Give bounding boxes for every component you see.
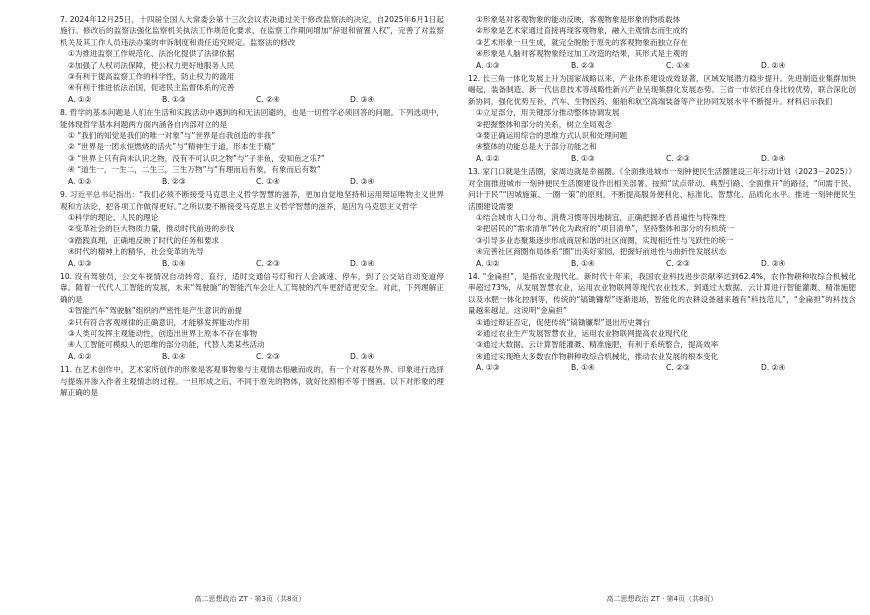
statement-option: ④人工智能可模拟人的思维的部分功能，代替人类某些活动 <box>68 340 265 350</box>
statement-option: ①立足部分，用关键部分推动整体协调发展 <box>476 108 620 118</box>
answer-choice: C. ②③ <box>256 258 280 268</box>
statement-option: ①结合城市人口分布、消费习惯等因地制宜，正确把握矛盾普遍性与特殊性 <box>476 212 726 222</box>
answer-choice: B. ①④ <box>571 258 595 268</box>
answer-choice: B. ①③ <box>571 153 595 163</box>
answer-choice: D. ③④ <box>761 153 786 163</box>
statement-option: ② “世界是一团永恒燃烧的活火”与“精神生于道，形本生于精” <box>68 142 276 152</box>
answer-choices <box>60 176 444 187</box>
question-stem: 12. 长三角一体化发展上升为国家战略以来，产业体系建设成效显著，区域发展潜力稳步提升。先进制造业集群加快崛起，装备制造、新一代信息技术等战略性新兴产业呈现集群化发展态势。三省一市依托自身比较优势，联合深化创新协同，强化优势互补，汽车、生物医药、船舶和航空高端装备等产业协同发展水平不断提升。材料启示我们 <box>468 74 856 106</box>
answer-choice: D. ③④ <box>350 258 375 268</box>
answer-choices <box>468 258 856 269</box>
statement-option: ③ “世界上只有尚未认识之物，没有不可认识之物”与“子非鱼，安知鱼之乐?” <box>68 153 325 163</box>
question-stem: 14. “金扁担”，是指农业现代化。新时代十年来，我国农业科技进步贡献率达到62.4%，农作物耕种收综合机械化率超过73%，从发展智慧农业，运用农业物联网等现代农业技术，到通过大数据、云计算进行智能灌溉、精准施肥以及水肥一体化控制等，传统的“镐锄镰犁”逐渐退场，智能化的农耕设备越来越有“科技范儿”，“金扁担”的科技含量越来越足。这说明“金扁担” <box>468 271 856 316</box>
statement-option: ① “我们的知觉是我们的唯一对象”与“世界是自我创造的非我” <box>68 131 276 141</box>
statement-option: ④通过实现绝大多数农作物耕种收综合机械化，推动农业发展的根本变化 <box>476 351 719 361</box>
question-block <box>468 271 856 374</box>
question-stem: 10. 没有驾驶员，公交车视情况自动转弯、直行，适时交通信号灯和行人会减速、停车，到了公交站自动变道停靠。随着一代代人工智能的发展，未来“驾驶脑”的智能汽车会让人工驾驶的汽车更舒适更安全。对此，下列理解正确的是 <box>60 271 444 304</box>
statement-option: ②通过农业生产发展智慧农业，运用农业物联网提高农业现代化 <box>476 328 688 338</box>
statement-option: ③有利于提高监察工作的科学性，防止权力的滥用 <box>68 72 235 82</box>
answer-choice: D. ②④ <box>761 60 786 70</box>
statement-option: ④ “道生一，一生二，二生三，三生万物”与“有理而后有象，有象而后有数” <box>68 165 321 175</box>
statement-option: ④整体的功能总是大于部分功能之和 <box>476 142 597 152</box>
question-block <box>468 166 856 269</box>
statement-option: ④时代的精神上的精华，社会变革的先导 <box>68 247 204 257</box>
answer-choice: C. ②③ <box>666 153 690 163</box>
statement-option: ①为推进监察工作规范化、法治化提供了法律依据 <box>68 49 235 59</box>
answer-choice: C. ②③ <box>256 351 280 361</box>
answer-choice: A. ①② <box>476 258 500 268</box>
page-footer-left: 高二思想政治 ZT · 第3页（共8页） <box>194 595 306 603</box>
statement-option: ④形象是人脑对客观物象经过加工改造的结果，其形式是主观的 <box>476 49 688 59</box>
question-stem: 13. 家门口就是生活圈，家周边就是幸福圈。《全面推进城市一刻钟便民生活圈建设三年行动计划（2023－2025）》对全面推进城市一刻钟便民生活圈建设作出相关部署。按照“试点带动、典型引路、全面推开”的路径，“问需于民、问计于民”“因城施策、一圈一策”的原则，不断提高服务便利化、标准化、智慧化、品质化水平。推进一刻钟便民生活圈建设需要 <box>468 167 856 211</box>
question-stem: 9. 习近平总书记指出：“我们必须不断接受马克思主义哲学智慧的滋养，更加自觉地坚持和运用辩证唯物主义世界观和方法论，把各项工作做得更好。”之所以要不断接受马克思主义哲学智慧的滋养，是因为马克思主义哲学 <box>60 190 444 211</box>
page-footer-right: 高二思想政治 ZT · 第4页（共8页） <box>606 595 718 603</box>
answer-choice: A. ①③ <box>476 60 500 70</box>
answer-choice: A. ①② <box>68 176 92 186</box>
answer-choice: B. ②③ <box>571 60 595 70</box>
question-block <box>60 14 444 105</box>
answer-choice: C. ①④ <box>666 60 690 70</box>
question-block <box>60 271 444 362</box>
answer-choice: C. ②③ <box>666 363 690 373</box>
answer-choices <box>60 94 444 105</box>
question-stem: 11. 在艺术创作中，艺术家所创作的形象是客观事物象与主观情志相融而成的，有一个对客观外界、印象进行选择与提炼并渗入作者主观情志的过程。一旦形成之后，不同于原先的物体，就好比照相不等于图画。以下对形象的理解正确的是 <box>60 365 444 397</box>
answer-choice: B. ①③ <box>162 94 186 104</box>
statement-option: ①智能汽车“驾驶脑”组织的严密性是产生意识的前提 <box>68 306 243 316</box>
statement-option: ②变革社会的巨大物质力量，推动时代前进的步伐 <box>68 224 235 234</box>
question-block <box>60 364 444 398</box>
statement-option: ②把握整体和部分的关系，树立全局观念 <box>476 119 612 129</box>
answer-choice: B. ②③ <box>162 176 186 186</box>
statement-option: ②形象是艺术家通过直接再现客观物象，融入主观情志而生成的 <box>476 26 688 36</box>
answer-choice: D. ③④ <box>350 351 375 361</box>
answer-choice: C. ②③ <box>666 258 690 268</box>
question-block <box>468 14 856 71</box>
answer-choice: C. ①④ <box>256 176 280 186</box>
statement-option: ②把居民的“需求清单”转化为政府的“项目清单”，坚持整体和部分的有机统一 <box>476 224 734 234</box>
question-stem: 8. 哲学的基本问题是人们在生活和实践活动中遇到的和无法回避的，也是一切哲学必须回答的问题。下列选项中，能体现哲学基本问题两方面内涵各自内部对立的是 <box>60 108 444 129</box>
question-stem: 7. 2024年12月25日，十四届全国人大常委会第十三次会议表决通过关于修改监察法的决定，自2025年6月1日起施行。修改后的监察法强化监察机关执法工作规范化要求，在监察工作期间增加“辞退和留置人权”，完善了对监察机关及其工作人员违法办案的申诉制度和责任追究规定。监察法的修改 <box>60 15 444 47</box>
question-block <box>60 189 444 269</box>
statement-option: ③通过大数据、云计算智能灌溉、精准施肥，有利于系统整合，提高效率 <box>476 340 719 350</box>
statement-option: ②加强了人权司法保障，使公权力更好地服务人民 <box>68 60 235 70</box>
answer-choices <box>60 351 444 362</box>
statement-option: ③引导多业态聚集逐步形成商居和谐的社区商圈，实现相近性与飞跃性的统一 <box>476 235 734 245</box>
left-column <box>60 14 444 400</box>
answer-choice: B. ①④ <box>162 351 186 361</box>
answer-choice: A. ①③ <box>68 258 92 268</box>
answer-choice: C. ②④ <box>256 94 280 104</box>
statement-option: ③踏践真理，正确地反映了时代的任务和要求 <box>68 235 220 245</box>
question-block <box>468 73 856 164</box>
answer-choice: A. ①② <box>68 351 92 361</box>
answer-choice: B. ①④ <box>162 258 186 268</box>
statement-option: ②只有符合客观规律的正确意识，才能够发挥能动作用 <box>68 317 250 327</box>
statement-option: ③艺术形象一旦生成，就完全脱胎于原先的客观物象而独立存在 <box>476 37 688 47</box>
answer-choices <box>60 258 444 269</box>
statement-option: ③要正确运用综合的思维方式认识和处理问题 <box>476 131 628 141</box>
statement-option: ③人类可发挥主观能动性，创造出世界上原本不存在事物 <box>68 328 258 338</box>
right-column <box>468 14 856 376</box>
answer-choices <box>468 362 856 373</box>
statement-option: ④完善社区商圈布局体系“圈”出美好家园，把握好前进性与曲折性发展状态 <box>476 247 727 257</box>
answer-choice: A. ①② <box>476 153 500 163</box>
statement-option: ④有利于推进依法治国，促进民主监督体系的完善 <box>68 83 235 93</box>
answer-choices <box>468 60 856 71</box>
answer-choice: A. ①③ <box>476 363 500 373</box>
statement-option: ①形象是对客观物象的能动反映，客观物象是形象的物质载体 <box>476 15 681 24</box>
answer-choice: D. ③④ <box>350 94 375 104</box>
answer-choices <box>468 153 856 164</box>
answer-choice: D. ③④ <box>761 258 786 268</box>
answer-choice: D. ②④ <box>761 363 786 373</box>
question-block <box>60 107 444 187</box>
answer-choice: D. ③④ <box>350 176 375 186</box>
statement-option: ①通过辩证否定，促使传统“镐锄镰犁”退出历史舞台 <box>476 317 651 327</box>
answer-choice: B. ①④ <box>571 363 595 373</box>
statement-option: ①科学的理论、人民的理论 <box>68 212 159 222</box>
answer-choice: A. ①② <box>68 94 92 104</box>
